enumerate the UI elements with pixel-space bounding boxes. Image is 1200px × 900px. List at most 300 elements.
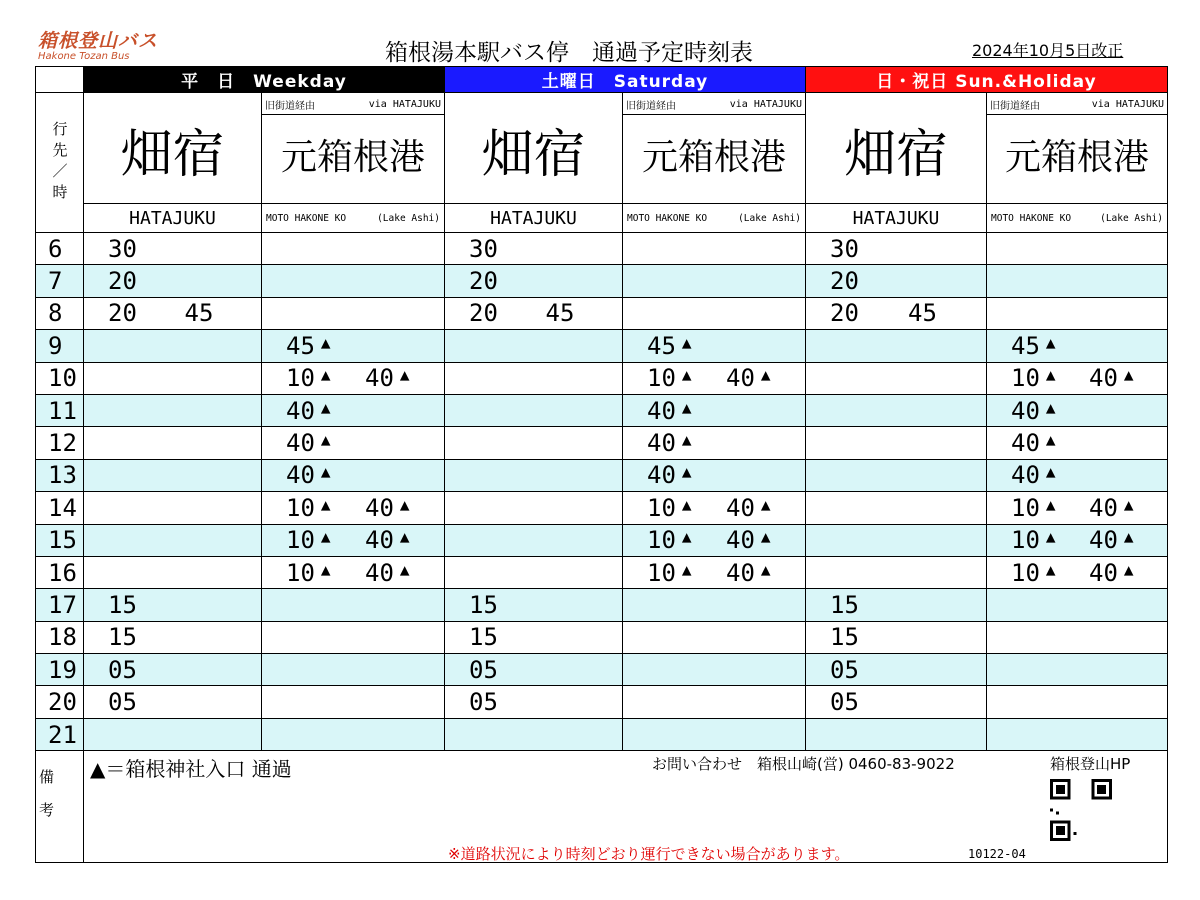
timetable-row <box>36 492 1168 524</box>
weekday-hatajuku-times <box>84 556 262 588</box>
holiday-hatajuku-dest: 畑宿 <box>806 93 987 204</box>
weekday-hatajuku-times <box>84 686 262 718</box>
saturday-moto-hakone-roman <box>623 204 806 233</box>
hour-cell: 14 <box>36 492 84 524</box>
departure-time <box>1011 429 1097 457</box>
weekday-hatajuku-times <box>84 233 262 265</box>
saturday-hatajuku-times <box>445 362 623 394</box>
weekday-moto-hakone-times <box>262 330 445 362</box>
holiday-moto-hakone-times <box>987 556 1168 588</box>
departure-time: 45 <box>184 299 214 328</box>
saturday-hatajuku-times <box>445 621 623 653</box>
weekday-hatajuku-times <box>84 427 262 459</box>
departure-time: 05 <box>108 655 137 684</box>
departure-time <box>286 332 372 360</box>
weekday-hatajuku-times <box>84 265 262 297</box>
saturday-moto-hakone-times <box>623 265 806 297</box>
departure-minute: 40 <box>1089 558 1118 587</box>
saturday-hatajuku-times <box>445 330 623 362</box>
departure-time <box>647 461 733 489</box>
weekday-hatajuku-times <box>84 394 262 426</box>
departure-time: 30 <box>108 234 137 263</box>
departure-time: 20 <box>830 267 859 296</box>
timetable-row <box>36 265 1168 297</box>
departure-time <box>286 397 372 425</box>
weekday-hatajuku-times <box>84 459 262 491</box>
timetable-row <box>36 621 1168 653</box>
hour-cell: 8 <box>36 297 84 329</box>
departure-minute: 40 <box>726 493 755 522</box>
triangle-marker-icon: ▲ <box>1123 527 1134 547</box>
hour-cell: 6 <box>36 233 84 265</box>
via-jp: 旧街道経由 <box>990 101 1040 112</box>
moto-hakone-jp: 元箱根港 <box>641 136 786 178</box>
triangle-marker-icon: ▲ <box>1045 462 1056 482</box>
departure-minute: 40 <box>726 558 755 587</box>
holiday-header: 日・祝日 Sun.&Holiday <box>806 67 1168 93</box>
holiday-hatajuku-times <box>806 297 987 329</box>
departure-minute: 40 <box>647 429 676 458</box>
departure-time <box>647 526 726 554</box>
qr-code-icon[interactable] <box>1050 779 1112 841</box>
departure-time <box>1011 494 1089 522</box>
departure-time <box>647 397 733 425</box>
departure-time: 45 <box>545 299 575 328</box>
departure-time <box>365 559 444 587</box>
homepage-label: 箱根登山HP <box>1050 755 1131 774</box>
weekday-hatajuku-roman: HATAJUKU <box>84 204 262 233</box>
departure-minute: 40 <box>1089 526 1118 555</box>
departure-minute: 40 <box>365 526 394 555</box>
departure-minute: 10 <box>1011 364 1040 393</box>
triangle-marker-icon: ▲ <box>681 559 692 579</box>
triangle-marker-icon: ▲ <box>399 365 410 385</box>
hour-cell: 17 <box>36 589 84 621</box>
saturday-hatajuku-times <box>445 556 623 588</box>
triangle-marker-icon: ▲ <box>320 527 331 547</box>
holiday-hatajuku-times <box>806 362 987 394</box>
holiday-hatajuku-roman: HATAJUKU <box>806 204 987 233</box>
departure-minute: 45 <box>1011 331 1040 360</box>
holiday-moto-hakone-dest <box>987 93 1168 204</box>
holiday-moto-hakone-times <box>987 297 1168 329</box>
saturday-hatajuku-roman: HATAJUKU <box>445 204 623 233</box>
triangle-marker-icon: ▲ <box>320 559 331 579</box>
holiday-hatajuku-times <box>806 654 987 686</box>
departure-time: 05 <box>830 655 859 684</box>
hour-cell: 19 <box>36 654 84 686</box>
weekday-moto-hakone-times <box>262 492 445 524</box>
saturday-moto-hakone-times <box>623 233 806 265</box>
timetable-row <box>36 459 1168 491</box>
triangle-marker-icon: ▲ <box>681 462 692 482</box>
departure-time <box>286 559 365 587</box>
weekday-hatajuku-times <box>84 297 262 329</box>
moto-hakone-jp: 元箱根港 <box>280 136 425 178</box>
saturday-moto-hakone-times <box>623 330 806 362</box>
departure-minute: 10 <box>1011 558 1040 587</box>
saturday-hatajuku-times <box>445 654 623 686</box>
timetable-row <box>36 556 1168 588</box>
saturday-hatajuku-times <box>445 718 623 750</box>
holiday-hatajuku-times <box>806 686 987 718</box>
saturday-moto-hakone-times <box>623 297 806 329</box>
holiday-hatajuku-times <box>806 718 987 750</box>
triangle-marker-icon: ▲ <box>681 430 692 450</box>
moto-en: MOTO HAKONE KO <box>266 212 347 224</box>
departure-minute: 40 <box>1089 493 1118 522</box>
timetable-row <box>36 686 1168 718</box>
saturday-hatajuku-dest: 畑宿 <box>445 93 623 204</box>
logo-jp: 箱根登山バス <box>38 30 159 52</box>
departure-time: 15 <box>108 623 137 652</box>
triangle-marker-icon: ▲ <box>681 397 692 417</box>
departure-minute: 40 <box>726 526 755 555</box>
triangle-marker-icon: ▲ <box>1045 430 1056 450</box>
departure-time <box>726 526 805 554</box>
weekday-moto-hakone-roman <box>262 204 445 233</box>
saturday-moto-hakone-times <box>623 459 806 491</box>
departure-minute: 40 <box>365 364 394 393</box>
triangle-marker-icon: ▲ <box>399 494 410 514</box>
departure-time: 05 <box>469 655 498 684</box>
saturday-hatajuku-times <box>445 297 623 329</box>
weekday-moto-hakone-times <box>262 427 445 459</box>
departure-time: 20 <box>469 267 498 296</box>
triangle-marker-icon: ▲ <box>1045 397 1056 417</box>
triangle-marker-icon: ▲ <box>760 494 771 514</box>
departure-minute: 10 <box>647 526 676 555</box>
departure-time <box>726 559 805 587</box>
saturday-hatajuku-times <box>445 589 623 621</box>
departure-minute: 40 <box>365 558 394 587</box>
departure-time <box>647 332 733 360</box>
departure-time: 05 <box>830 688 859 717</box>
departure-time: 15 <box>830 590 859 619</box>
holiday-moto-hakone-times <box>987 589 1168 621</box>
holiday-hatajuku-times <box>806 556 987 588</box>
departure-time: 15 <box>469 623 498 652</box>
departure-time: 20 <box>108 267 137 296</box>
weekday-moto-hakone-times <box>262 459 445 491</box>
saturday-moto-hakone-times <box>623 589 806 621</box>
saturday-hatajuku-times <box>445 459 623 491</box>
departure-minute: 40 <box>1011 396 1040 425</box>
departure-time <box>365 364 444 392</box>
departure-time <box>286 494 365 522</box>
weekday-hatajuku-times <box>84 362 262 394</box>
departure-minute: 40 <box>286 396 315 425</box>
departure-minute: 40 <box>1011 429 1040 458</box>
departure-time <box>286 461 372 489</box>
departure-minute: 40 <box>365 493 394 522</box>
weekday-hatajuku-times <box>84 330 262 362</box>
via-jp: 旧街道経由 <box>626 101 676 112</box>
timetable-row <box>36 297 1168 329</box>
via-en: via HATAJUKU <box>1091 99 1165 110</box>
departure-time: 15 <box>108 590 137 619</box>
departure-minute: 45 <box>647 331 676 360</box>
holiday-moto-hakone-times <box>987 427 1168 459</box>
departure-time <box>726 364 805 392</box>
notes-content <box>84 751 1168 863</box>
departure-time <box>286 429 372 457</box>
triangle-marker-icon: ▲ <box>1045 527 1056 547</box>
weekday-moto-hakone-times <box>262 297 445 329</box>
saturday-hatajuku-times <box>445 427 623 459</box>
departure-minute: 10 <box>647 493 676 522</box>
departure-time <box>647 559 726 587</box>
weekday-moto-hakone-times <box>262 589 445 621</box>
hour-cell: 15 <box>36 524 84 556</box>
saturday-hatajuku-times <box>445 686 623 718</box>
timetable-row <box>36 394 1168 426</box>
weekday-hatajuku-times <box>84 621 262 653</box>
departure-time <box>647 429 733 457</box>
page-title: 箱根湯本駅バス停 通過予定時刻表 <box>385 40 753 66</box>
triangle-marker-icon: ▲ <box>320 365 331 385</box>
departure-minute: 40 <box>286 429 315 458</box>
holiday-hatajuku-times <box>806 233 987 265</box>
weekday-hatajuku-times <box>84 654 262 686</box>
weekday-moto-hakone-times <box>262 362 445 394</box>
departure-time <box>1011 526 1089 554</box>
weekday-moto-hakone-times <box>262 265 445 297</box>
triangle-marker-icon: ▲ <box>681 527 692 547</box>
holiday-moto-hakone-times <box>987 621 1168 653</box>
hour-cell: 10 <box>36 362 84 394</box>
moto-en2: (Lake Ashi) <box>377 212 440 224</box>
departure-time <box>1011 364 1089 392</box>
weekday-moto-hakone-times <box>262 556 445 588</box>
holiday-hatajuku-times <box>806 524 987 556</box>
departure-minute: 10 <box>1011 493 1040 522</box>
holiday-moto-hakone-times <box>987 265 1168 297</box>
triangle-marker-icon: ▲ <box>760 527 771 547</box>
saturday-hatajuku-times <box>445 492 623 524</box>
hour-cell: 18 <box>36 621 84 653</box>
saturday-hatajuku-times <box>445 524 623 556</box>
weekday-moto-hakone-times <box>262 524 445 556</box>
notes-label-cell <box>36 751 84 863</box>
weekday-moto-hakone-dest <box>262 93 445 204</box>
triangle-marker-icon: ▲ <box>1045 332 1056 352</box>
triangle-marker-icon: ▲ <box>1045 559 1056 579</box>
weekday-header: 平 日 Weekday <box>84 67 445 93</box>
departure-minute: 10 <box>647 364 676 393</box>
saturday-moto-hakone-times <box>623 362 806 394</box>
departure-time <box>365 526 444 554</box>
departure-time: 05 <box>469 688 498 717</box>
timetable-row <box>36 718 1168 750</box>
logo-en: Hakone Tozan Bus <box>38 51 130 62</box>
triangle-marker-icon: ▲ <box>681 494 692 514</box>
holiday-moto-hakone-times <box>987 233 1168 265</box>
document-code: 10122-04 <box>968 847 1026 862</box>
triangle-marker-icon: ▲ <box>320 494 331 514</box>
hour-cell: 20 <box>36 686 84 718</box>
departure-minute: 40 <box>1089 364 1118 393</box>
weekday-hatajuku-times <box>84 589 262 621</box>
hour-cell: 13 <box>36 459 84 491</box>
holiday-moto-hakone-times <box>987 686 1168 718</box>
weekday-moto-hakone-times <box>262 233 445 265</box>
departure-time <box>365 494 444 522</box>
moto-hakone-jp: 元箱根港 <box>1005 136 1150 178</box>
saturday-hatajuku-times <box>445 394 623 426</box>
triangle-marker-icon: ▲ <box>320 397 331 417</box>
hour-cell: 21 <box>36 718 84 750</box>
departure-time: 45 <box>908 299 937 328</box>
triangle-marker-icon: ▲ <box>681 332 692 352</box>
moto-en2: (Lake Ashi) <box>738 212 801 224</box>
holiday-hatajuku-times <box>806 394 987 426</box>
weekday-hatajuku-times <box>84 718 262 750</box>
notes-row <box>36 751 1168 863</box>
saturday-moto-hakone-times <box>623 654 806 686</box>
triangle-marker-icon: ▲ <box>320 462 331 482</box>
via-label <box>987 96 1167 115</box>
departure-time: 15 <box>469 590 498 619</box>
departure-time: 05 <box>108 688 137 717</box>
departure-minute: 10 <box>647 558 676 587</box>
weekday-moto-hakone-times <box>262 394 445 426</box>
corner-cell <box>36 67 84 93</box>
saturday-hatajuku-times <box>445 233 623 265</box>
weekday-moto-hakone-times <box>262 718 445 750</box>
timetable-row <box>36 654 1168 686</box>
saturday-hatajuku-times <box>445 265 623 297</box>
triangle-marker-icon: ▲ <box>760 559 771 579</box>
timetable-row <box>36 330 1168 362</box>
triangle-marker-icon: ▲ <box>399 559 410 579</box>
departure-minute: 40 <box>1011 461 1040 490</box>
holiday-hatajuku-times <box>806 427 987 459</box>
destination-hour-label <box>36 93 84 233</box>
holiday-hatajuku-times <box>806 330 987 362</box>
via-en: via HATAJUKU <box>729 99 802 110</box>
departure-minute: 40 <box>647 461 676 490</box>
moto-en: MOTO HAKONE KO <box>627 212 708 224</box>
holiday-moto-hakone-times <box>987 718 1168 750</box>
saturday-moto-hakone-times <box>623 427 806 459</box>
departure-time: 20 <box>469 299 498 328</box>
holiday-moto-hakone-times <box>987 524 1168 556</box>
departure-minute: 40 <box>726 364 755 393</box>
weekday-moto-hakone-times <box>262 621 445 653</box>
weekday-moto-hakone-times <box>262 686 445 718</box>
timetable-row <box>36 589 1168 621</box>
revision-date: 2024年10月5日改正 <box>972 41 1124 60</box>
departure-time <box>286 526 365 554</box>
triangle-marker-icon: ▲ <box>1045 365 1056 385</box>
weekday-hatajuku-dest: 畑宿 <box>84 93 262 204</box>
triangle-marker-icon: ▲ <box>1045 494 1056 514</box>
saturday-moto-hakone-times <box>623 621 806 653</box>
via-label <box>623 96 805 115</box>
saturday-moto-hakone-times <box>623 556 806 588</box>
hour-cell: 9 <box>36 330 84 362</box>
timetable-row <box>36 524 1168 556</box>
timetable-row <box>36 362 1168 394</box>
departure-time <box>1011 397 1097 425</box>
via-en: via HATAJUKU <box>368 99 441 110</box>
side-label-text: 行先／時 <box>50 120 69 205</box>
departure-time <box>647 494 726 522</box>
holiday-moto-hakone-roman <box>987 204 1168 233</box>
hour-cell: 16 <box>36 556 84 588</box>
saturday-moto-hakone-times <box>623 686 806 718</box>
holiday-moto-hakone-times <box>987 492 1168 524</box>
holiday-hatajuku-times <box>806 589 987 621</box>
departure-time <box>1011 559 1089 587</box>
saturday-moto-hakone-times <box>623 394 806 426</box>
departure-minute: 10 <box>1011 526 1040 555</box>
triangle-marker-icon: ▲ <box>320 430 331 450</box>
departure-time: 30 <box>469 234 498 263</box>
saturday-moto-hakone-times <box>623 492 806 524</box>
departure-time: 20 <box>830 299 859 328</box>
departure-minute: 10 <box>286 364 315 393</box>
departure-time <box>286 364 365 392</box>
departure-minute: 10 <box>286 558 315 587</box>
departure-time <box>1089 364 1167 392</box>
holiday-hatajuku-times <box>806 459 987 491</box>
holiday-moto-hakone-times <box>987 394 1168 426</box>
departure-minute: 10 <box>286 493 315 522</box>
hour-cell: 11 <box>36 394 84 426</box>
triangle-marker-icon: ▲ <box>399 527 410 547</box>
moto-en: MOTO HAKONE KO <box>991 212 1072 224</box>
holiday-moto-hakone-times <box>987 362 1168 394</box>
contact-info: お問い合わせ 箱根山崎(営) 0460-83-9022 <box>652 755 955 774</box>
holiday-hatajuku-times <box>806 265 987 297</box>
departure-minute: 10 <box>286 526 315 555</box>
delay-warning: ※道路状況により時刻どおり運行できない場合があります。 <box>448 845 850 864</box>
departure-time <box>1089 526 1167 554</box>
departure-time <box>1011 461 1097 489</box>
hour-cell: 12 <box>36 427 84 459</box>
weekday-hatajuku-times <box>84 492 262 524</box>
holiday-moto-hakone-times <box>987 654 1168 686</box>
departure-time <box>647 364 726 392</box>
triangle-marker-icon: ▲ <box>320 332 331 352</box>
timetable-row <box>36 233 1168 265</box>
departure-time: 15 <box>830 623 859 652</box>
triangle-marker-icon: ▲ <box>1123 494 1134 514</box>
triangle-marker-icon: ▲ <box>681 365 692 385</box>
holiday-moto-hakone-times <box>987 330 1168 362</box>
weekday-moto-hakone-times <box>262 654 445 686</box>
moto-en2: (Lake Ashi) <box>1100 212 1164 224</box>
departure-minute: 40 <box>286 461 315 490</box>
triangle-marker-icon: ▲ <box>1123 559 1134 579</box>
saturday-header: 土曜日 Saturday <box>445 67 806 93</box>
timetable <box>35 66 1168 863</box>
departure-time <box>726 494 805 522</box>
hour-cell: 7 <box>36 265 84 297</box>
holiday-hatajuku-times <box>806 621 987 653</box>
saturday-moto-hakone-times <box>623 524 806 556</box>
hakone-tozan-bus-logo <box>38 30 158 62</box>
weekday-hatajuku-times <box>84 524 262 556</box>
triangle-marker-icon: ▲ <box>760 365 771 385</box>
departure-minute: 40 <box>647 396 676 425</box>
triangle-marker-icon: ▲ <box>1123 365 1134 385</box>
holiday-moto-hakone-times <box>987 459 1168 491</box>
timetable-row <box>36 427 1168 459</box>
notes-label: 備考 <box>37 769 55 836</box>
